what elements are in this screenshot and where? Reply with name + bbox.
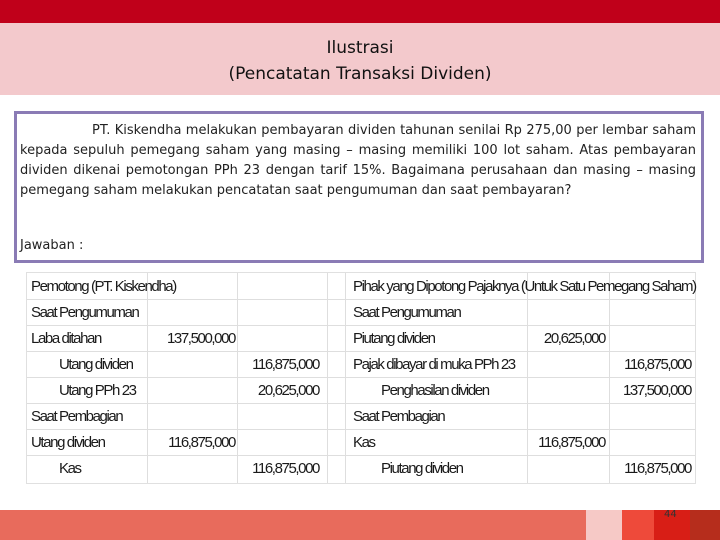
- footer-accent: [690, 510, 720, 540]
- grid-line: [27, 325, 695, 326]
- page-number: 44: [664, 509, 677, 520]
- right-heading: Pihak yang Dipotong Pajaknya (Untuk Satu Pemegang Saham): [353, 278, 696, 295]
- left-row-credit: 116,875,000: [252, 460, 319, 477]
- right-row-debit: 116,875,000: [538, 434, 605, 451]
- grid-line: [27, 403, 695, 404]
- left-row-credit: 20,625,000: [257, 382, 319, 399]
- right-row-credit: 116,875,000: [624, 460, 691, 477]
- right-row-label: Penghasilan dividen: [381, 382, 489, 399]
- left-row-label: Utang dividen: [31, 434, 105, 451]
- right-row-label: Piutang dividen: [381, 460, 463, 477]
- left-row-label: Laba ditahan: [31, 330, 101, 347]
- left-row-credit: 116,875,000: [252, 356, 319, 373]
- answer-label: Jawaban :: [20, 238, 84, 253]
- slide-title: Ilustrasi: [326, 38, 394, 58]
- right-row-label: Kas: [353, 434, 375, 451]
- left-row-label: Saat Pembagian: [31, 408, 123, 425]
- right-row-credit: 116,875,000: [624, 356, 691, 373]
- question-text: PT. Kiskendha melakukan pembayaran dividen tahunan senilai Rp 275,00 per lembar saham kepada sepuluh pemegang saham yang masing – masing memiliki 100 lot saham. Atas pembayaran dividen dikenai pemotongan PPh 23 dengan tarif 15%. Bagaimana perusahaan dan masing – masing pemegang saham melakukan pencatatan saat pengumuman dan saat pembayaran?: [20, 123, 696, 198]
- left-row-label: Utang dividen: [59, 356, 133, 373]
- journal-table: [26, 272, 696, 484]
- grid-line: [609, 273, 610, 483]
- footer-accent: [622, 510, 654, 540]
- right-row-credit: 137,500,000: [622, 382, 691, 399]
- left-heading: Pemotong (PT. Kiskendha): [31, 278, 176, 295]
- right-row-label: Saat Pembagian: [353, 408, 445, 425]
- left-row-label: Utang PPh 23: [59, 382, 136, 399]
- right-row-label: Saat Pengumuman: [353, 304, 461, 321]
- title-band: [0, 23, 720, 95]
- left-row-label: Saat Pengumuman: [31, 304, 139, 321]
- footer-accent: [586, 510, 622, 540]
- grid-line: [27, 351, 695, 352]
- right-row-label: Pajak dibayar di muka PPh 23: [353, 356, 515, 373]
- grid-line: [27, 377, 695, 378]
- grid-line: [27, 299, 695, 300]
- grid-line: [327, 273, 328, 483]
- grid-line: [345, 273, 346, 483]
- grid-line: [27, 455, 695, 456]
- slide-subtitle: (Pencatatan Transaksi Dividen): [228, 64, 492, 84]
- top-accent-bar: [0, 0, 720, 23]
- left-row-label: Kas: [59, 460, 81, 477]
- grid-line: [27, 429, 695, 430]
- left-row-debit: 116,875,000: [168, 434, 235, 451]
- grid-line: [237, 273, 238, 483]
- left-row-debit: 137,500,000: [166, 330, 235, 347]
- right-row-label: Piutang dividen: [353, 330, 435, 347]
- right-row-debit: 20,625,000: [543, 330, 605, 347]
